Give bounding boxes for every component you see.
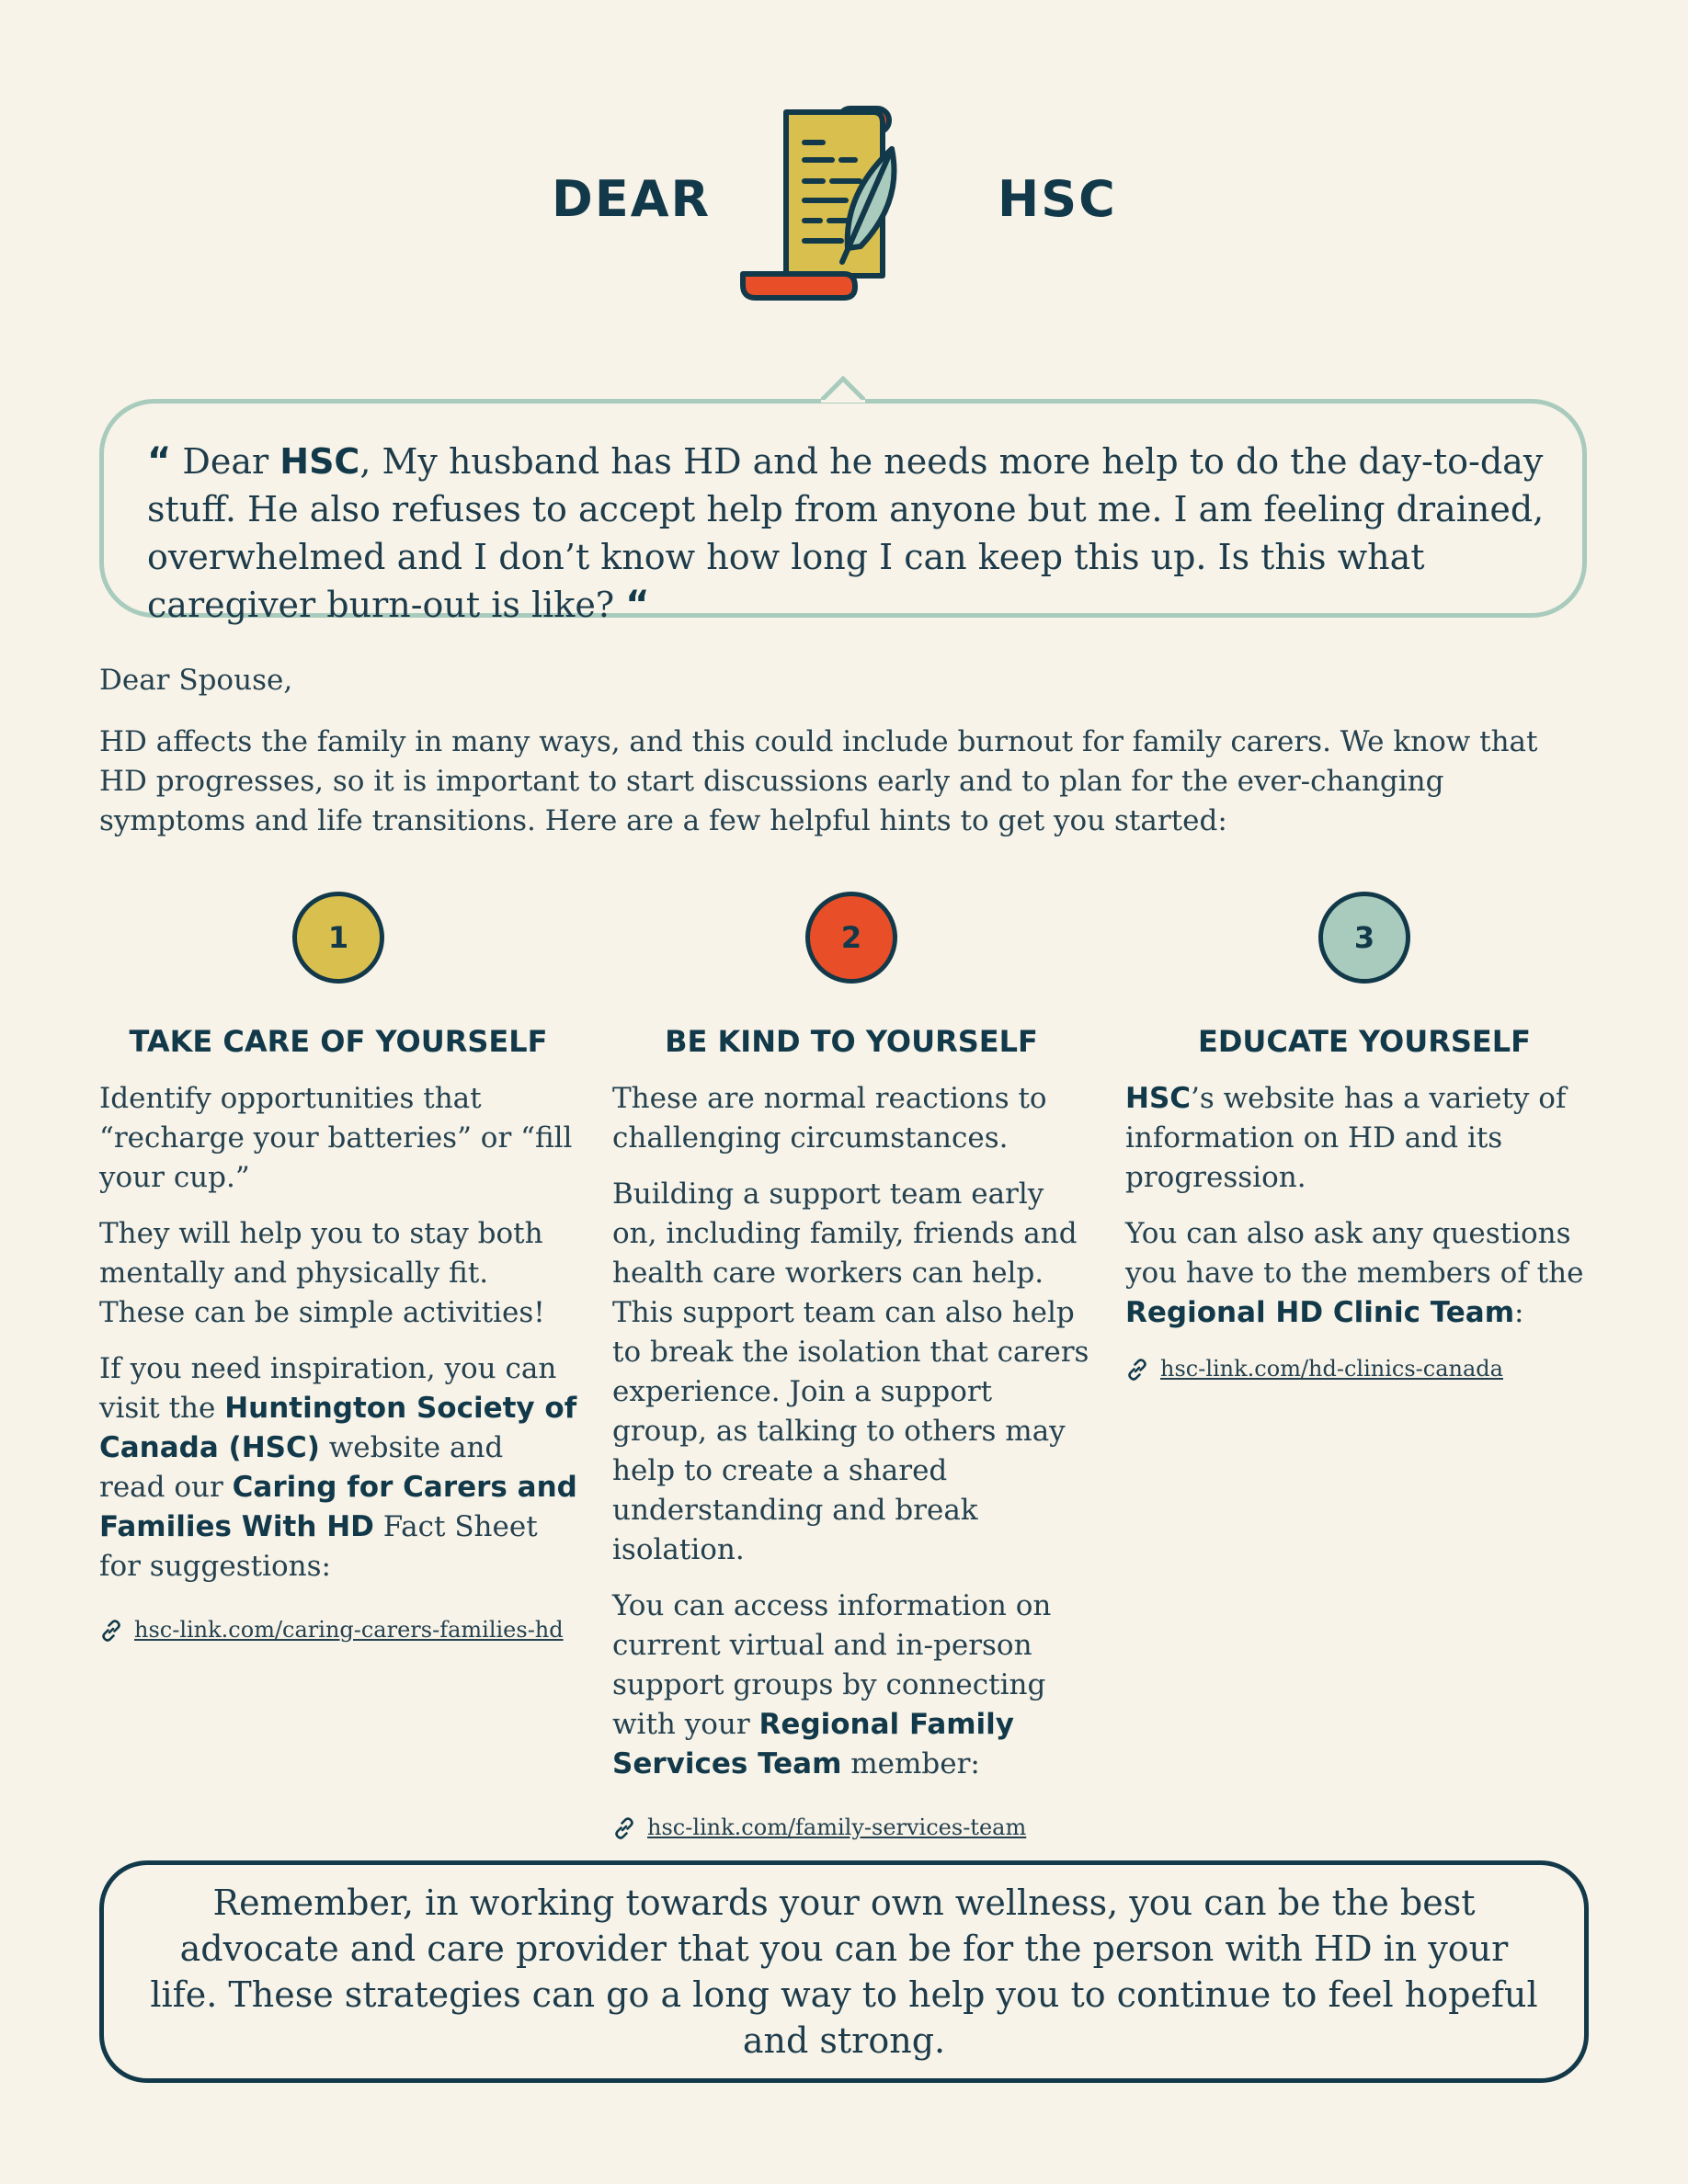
clinic-team-name: Regional HD Clinic Team xyxy=(1125,1296,1515,1329)
family-services-team-name: Regional Family Services Team xyxy=(612,1708,1015,1780)
tip-paragraph: HSC’s website has a variety of information on HD and its progression. xyxy=(1125,1082,1567,1194)
bubble-pointer xyxy=(821,375,865,403)
tip-title: TAKE CARE OF YOURSELF xyxy=(129,1024,548,1059)
tip-number-badge: 3 xyxy=(1318,892,1410,984)
tip-number-badge: 2 xyxy=(805,892,897,984)
tip-title: EDUCATE YOURSELF xyxy=(1197,1024,1531,1059)
link-hd-clinics[interactable] xyxy=(1125,1349,1603,1389)
tip-column-2 xyxy=(612,892,1090,1848)
tip-body xyxy=(99,1079,577,1650)
tip-body xyxy=(1125,1079,1603,1389)
closing-text: Remember, in working towards your own wellness, you can be the best advocate and care provider that you can be for the person with HD in your life. These strategies can go a long way to help you to continue to feel hopeful and strong. xyxy=(150,1883,1538,2061)
tip-paragraph: Building a support team early on, including family, friends and health care workers can help. This support team can also help to break the isolation that carers experience. Join a support group, as talking to others may help to create a shared understanding and break isolation. xyxy=(612,1177,1089,1566)
tip-paragraph: They will help you to stay both mentally and physically fit. These can be simple activities! xyxy=(99,1217,545,1329)
closing-box xyxy=(99,1860,1589,2083)
tip-column-3 xyxy=(1125,892,1603,1389)
question-text xyxy=(147,438,1545,629)
tip-paragraph: Identify opportunities that “recharge your batteries” or “fill your cup.” xyxy=(99,1082,573,1194)
link-icon xyxy=(612,1816,636,1840)
answer-intro: HD affects the family in many ways, and this could include burnout for family carers. We know that HD progresses, so it is important to start discussions early and to plan for the ever-changing symptoms and life transitions. Here are a few helpful hints to get you started: xyxy=(99,725,1538,837)
link-icon xyxy=(99,1619,123,1643)
tip-number-badge: 1 xyxy=(292,892,384,984)
fact-sheet-name: Caring for Carers and Families With HD xyxy=(99,1471,577,1543)
scroll-quill-icon xyxy=(736,92,956,313)
tip-paragraph: You can also ask any questions you have to the members of the Regional HD Clinic Team: xyxy=(1125,1217,1584,1329)
link-icon xyxy=(1125,1358,1149,1382)
tip-body xyxy=(612,1079,1090,1848)
link-text[interactable]: hsc-link.com/caring-carers-families-hd xyxy=(134,1617,564,1643)
tip-paragraph: These are normal reactions to challenging circumstances. xyxy=(612,1082,1047,1155)
link-caring-carers[interactable] xyxy=(99,1610,577,1650)
hsc-name: Huntington Society of Canada (HSC) xyxy=(99,1392,577,1464)
link-text[interactable]: hsc-link.com/hd-clinics-canada xyxy=(1160,1356,1503,1382)
hsc-abbrev: HSC xyxy=(1125,1082,1192,1115)
question-body: , My husband has HD and he needs more help to do the day-to-day stuff. He also refuses to accept help from anyone but me. I am feeling drained, overwhelmed and I don’t know how long I can keep this up. Is this what caregiver burn-out is like? xyxy=(147,441,1545,625)
open-quote-mark: “ xyxy=(147,440,172,483)
link-family-services[interactable] xyxy=(612,1808,1090,1848)
header-word-hsc: HSC xyxy=(998,170,1117,228)
tip-paragraph: If you need inspiration, you can visit the Huntington Society of Canada (HSC) website and read our Caring for Carers and Families With HD Fact Sheet for suggestions: xyxy=(99,1352,577,1583)
question-salutation: Dear xyxy=(182,441,269,482)
tip-title: BE KIND TO YOURSELF xyxy=(665,1024,1038,1059)
answer-salutation: Dear Spouse, xyxy=(99,664,293,697)
tip-column-1 xyxy=(99,892,577,1650)
header-word-dear: DEAR xyxy=(552,170,712,228)
close-quote-mark: “ xyxy=(625,584,650,626)
link-text[interactable]: hsc-link.com/family-services-team xyxy=(647,1814,1027,1840)
tip-paragraph: You can access information on current virtual and in-person support groups by connecting with your Regional Family Services Team member: xyxy=(612,1589,1052,1780)
question-org: HSC xyxy=(279,441,360,482)
page-header xyxy=(0,83,1688,322)
